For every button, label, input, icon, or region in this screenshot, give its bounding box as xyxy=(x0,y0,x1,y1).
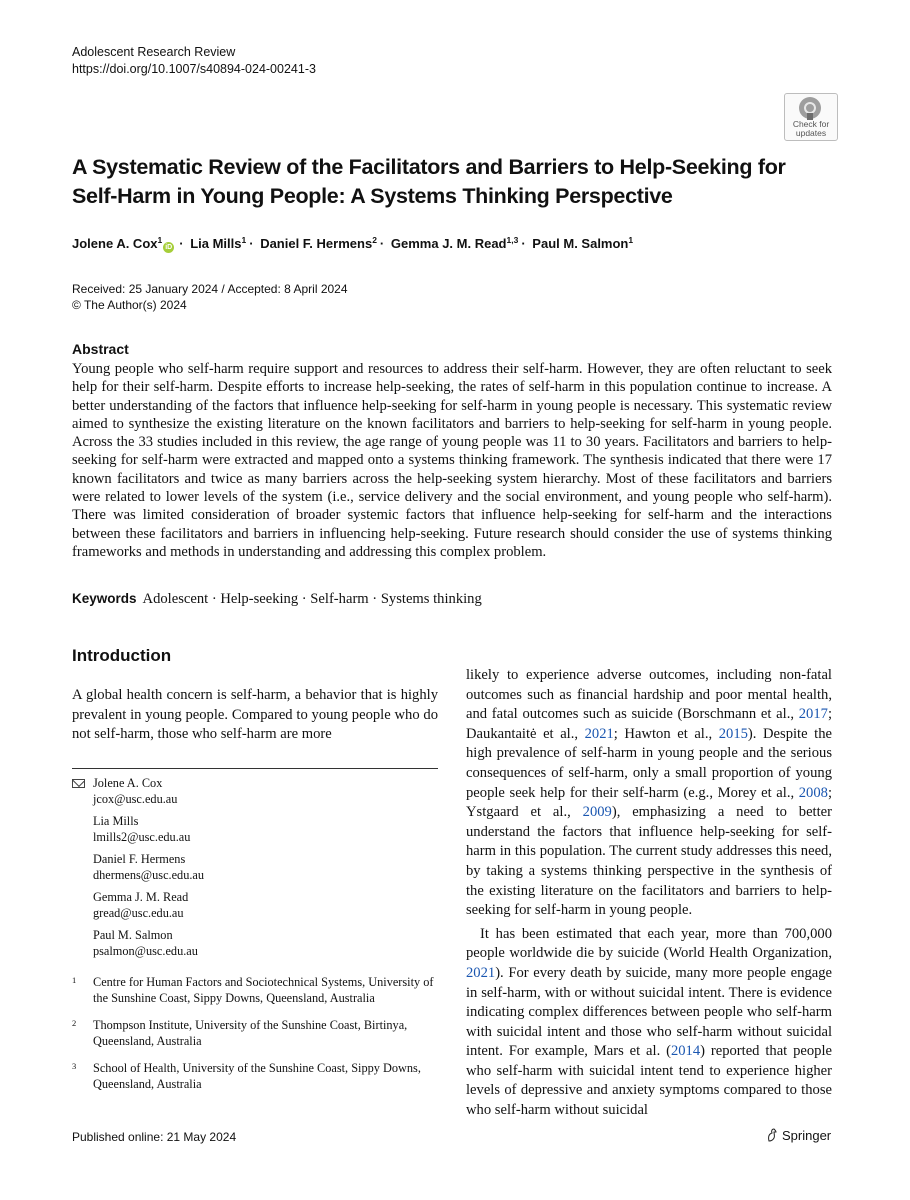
published-date: Published online: 21 May 2024 xyxy=(72,1130,237,1144)
author-affil-sup: 1 xyxy=(241,235,247,245)
footnote-divider xyxy=(72,768,438,769)
journal-name: Adolescent Research Review xyxy=(72,45,236,59)
affiliation-list xyxy=(72,975,438,1104)
affiliation-entry xyxy=(72,1061,438,1092)
affiliation-number: 2 xyxy=(72,1018,77,1028)
citation-link[interactable]: 2014 xyxy=(670,1043,701,1060)
orcid-icon[interactable]: iD xyxy=(165,244,173,251)
journal-header xyxy=(72,44,316,78)
contact-email[interactable]: dhermens@usc.edu.au xyxy=(93,867,205,882)
springer-horse-icon xyxy=(766,1128,778,1142)
affiliation-text: Thompson Institute, University of the Sunshine Coast, Birtinya, Queensland, Australia xyxy=(93,1018,408,1048)
author-affil-sup: 1,3 xyxy=(506,235,519,245)
citation-link[interactable]: 2021 xyxy=(466,964,496,981)
citation-link[interactable]: 2015 xyxy=(718,725,748,742)
author-affil-sup: 1 xyxy=(157,235,163,245)
contact-entry xyxy=(72,814,438,845)
author-affil-sup: 1 xyxy=(628,235,634,245)
citation-link[interactable]: 2017 xyxy=(798,706,828,723)
abstract-heading: Abstract xyxy=(72,341,129,357)
keywords-list: Adolescent · Help-seeking · Self-harm · Systems thinking xyxy=(142,591,482,607)
affiliation-number: 3 xyxy=(72,1061,77,1071)
intro-left-paragraph: A global health concern is self-harm, a behavior that is highly prevalent in young people. Compared to young people who do not self-harm, those who self-harm are more xyxy=(72,687,438,743)
author-name: Daniel F. Hermens xyxy=(260,236,373,251)
contact-name: Jolene A. Cox xyxy=(93,776,163,790)
author-name: Paul M. Salmon xyxy=(532,236,629,251)
contact-entry xyxy=(72,852,438,883)
author-affil-sup: 2 xyxy=(372,235,377,245)
article-dates xyxy=(72,281,348,313)
citation-link[interactable]: 2021 xyxy=(584,725,614,742)
email-icon xyxy=(72,779,85,788)
check-for-updates-badge[interactable] xyxy=(784,93,838,141)
author-name: Gemma J. M. Read xyxy=(390,236,507,251)
intro-paragraph-1: likely to experience adverse outcomes, including non-fatal outcomes such as financial hardship and poor mental health, and fatal outcomes such as suicide (Borschmann et al., 2017; Daukantaitė et al., 2021; Hawton et al., 2015). Despite the high prevalence of self-harm in young people and the serious consequences of self-harm, only a small proportion of young people seek help for their self-harm (e.g., Morey et al., 2008; Ystgaard et al., 2009), emphasizing a need to better understand the factors that influence help-seeking for self-harm in this population. The current study addresses this need, by taking a systems thinking perspective in the synthesis of the existing literature on the facilitators and barriers to help-seeking for self-harm in young people. xyxy=(466,667,833,919)
author-name: Lia Mills xyxy=(190,236,242,251)
author-name: Jolene A. Cox xyxy=(72,236,158,251)
contact-list xyxy=(72,776,438,966)
affiliation-entry xyxy=(72,1018,438,1049)
article-title: A Systematic Review of the Facilitators and Barriers to Help-Seeking for Self-Harm in Young People: A Systems Thinking Perspective xyxy=(72,155,786,208)
copyright: © The Author(s) 2024 xyxy=(72,298,187,312)
citation-link[interactable]: 2008 xyxy=(798,784,828,801)
contact-email[interactable]: psalmon@usc.edu.au xyxy=(93,943,198,958)
citation-link[interactable]: 2009 xyxy=(582,804,612,821)
contact-entry xyxy=(72,776,438,807)
affiliation-text: Centre for Human Factors and Sociotechnical Systems, University of the Sunshine Coast, Sippy Downs, Queensland, Australia xyxy=(93,975,434,1005)
affiliation-entry xyxy=(72,975,438,1006)
intro-paragraph-2: It has been estimated that each year, more than 700,000 people worldwide die by suicide (World Health Organization, 2021). For every death by suicide, many more people engage in self-harm, with or without suicidal intent. There is evidence indicating complex differences between people who self-harm with suicidal intent and those who self-harm without suicidal intent. For example, Mars et al. (2014) reported that people who self-harm with suicidal intent tend to experience higher levels of depressive and anxiety symptoms compared to those who self-harm without suicidal xyxy=(466,925,832,1119)
contact-email[interactable]: jcox@usc.edu.au xyxy=(93,791,178,806)
received-accepted: Received: 25 January 2024 / Accepted: 8 April 2024 xyxy=(72,282,348,296)
publisher-logo xyxy=(766,1128,831,1143)
contact-email[interactable]: gread@usc.edu.au xyxy=(93,905,184,920)
contact-name: Lia Mills xyxy=(93,814,139,828)
doi-link[interactable]: https://doi.org/10.1007/s40894-024-00241-3 xyxy=(72,62,316,76)
contact-entry xyxy=(72,890,438,921)
keywords-label: Keywords xyxy=(72,591,137,606)
check-updates-label: Check for updates xyxy=(792,119,830,138)
author-list: Jolene A. Cox$^1$iD · Lia Mills$^1$ · Daniel F. Hermens$^2$ · Gemma J. M. Read$^{1,3}$ · Paul M. Salmon$^1$ xyxy=(72,235,634,251)
contact-email[interactable]: lmills2@usc.edu.au xyxy=(93,829,191,844)
contact-name: Paul M. Salmon xyxy=(93,928,173,942)
introduction-heading: Introduction xyxy=(72,646,172,665)
publisher-name: Springer xyxy=(782,1128,832,1143)
abstract-text: Young people who self-harm require support and resources to address their self-harm. However, they are often reluctant to seek help for their self-harm. Despite efforts to increase help-seeking, the rates of self-harm in this population continue to increase. A better understanding of the factors that influence help-seeking for self-harm in young people is necessary. This systematic review aimed to synthesize the existing literature on the known facilitators and barriers to help-seeking for self-harm in young people. Across the 33 studies included in this review, the age range of young people was 11 to 30 years. Facilitators and barriers to help-seeking for self-harm were extracted and mapped onto a systems thinking framework. The synthesis indicated that there were 17 known facilitators and twice as many barriers across the help-seeking system hierarchy. Most of these facilitators and barriers were related to lower levels of the system (i.e., service delivery and the social environment, and young people who self-harm). There was limited consideration of broader systemic factors that influence help-seeking for self-harm and the interactions between these facilitators and barriers in influencing help-seeking. Future research should consider the use of systems thinking frameworks and methods in understanding and addressing this complex problem. xyxy=(72,361,832,560)
contact-name: Gemma J. M. Read xyxy=(93,890,189,904)
intro-right-column xyxy=(466,666,832,1121)
contact-name: Daniel F. Hermens xyxy=(93,852,186,866)
keywords xyxy=(72,591,482,608)
affiliation-text: School of Health, University of the Sunshine Coast, Sippy Downs, Queensland, Australia xyxy=(93,1061,421,1091)
contact-entry xyxy=(72,928,438,959)
check-updates-icon xyxy=(799,97,821,119)
affiliation-number: 1 xyxy=(72,975,77,985)
